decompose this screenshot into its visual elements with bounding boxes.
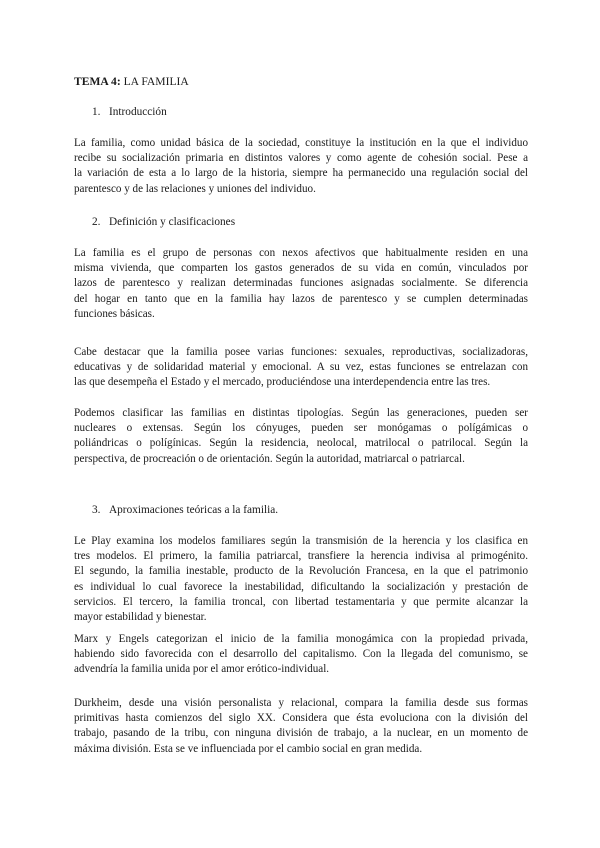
text-line: recibe su socialización primaria en distintos valores y como agente de cohesión social. Pese a bbox=[74, 152, 528, 165]
title-label: TEMA 4: bbox=[74, 75, 121, 88]
text-line: máxima división. Esta se ve influenciada por el cambio social en gran medida. bbox=[74, 742, 423, 755]
paragraph-marx-engels bbox=[74, 632, 528, 678]
text-line: las que desempeña el Estado y el mercado, produciéndose una interdependencia entre las tres. bbox=[74, 376, 491, 389]
text-line: La familia, como unidad básica de la sociedad, constituye la institución en la que el individuo bbox=[74, 137, 528, 149]
text-line: Marx y Engels categorizan el inicio de la familia monogámica con la propiedad privada, bbox=[74, 633, 528, 645]
text-line: perspectiva, de procreación o de orientación. Según la autoridad, matriarcal o patriarcal. bbox=[74, 452, 465, 465]
page-title bbox=[74, 74, 189, 89]
paragraph-le-play bbox=[74, 534, 528, 625]
text-line: mayor estabilidad y bienestar. bbox=[74, 611, 207, 624]
text-line: Podemos clasificar las familias en distintas tipologías. Según las generaciones, pueden ser bbox=[74, 407, 528, 419]
paragraph-typologies bbox=[74, 406, 528, 467]
text-line: educativas y de solidaridad material y emocional. A su vez, estas funciones se entrelazan con bbox=[74, 361, 528, 374]
text-line: advendría la familia unida por el amor erótico-individual. bbox=[74, 663, 330, 676]
text-line: funciones básicas. bbox=[74, 307, 155, 320]
text-line: tres modelos. El primero, la familia patriarcal, transfiere la herencia indivisa al primogénito. bbox=[74, 550, 528, 563]
text-line: poliándricas o polígínicas. Según la residencia, neolocal, matrilocal o patrilocal. Según la bbox=[74, 437, 528, 450]
section-number: 1. bbox=[92, 106, 101, 118]
section-heading-1 bbox=[92, 105, 167, 120]
text-line: La familia es el grupo de personas con nexos afectivos que habitualmente residen en una bbox=[74, 247, 528, 259]
paragraph-functions bbox=[74, 345, 528, 391]
text-line: El segundo, la familia inestable, producto de la Revolución Francesa, en la que el patrimonio bbox=[74, 565, 528, 578]
paragraph-intro bbox=[74, 136, 528, 197]
text-line: Cabe destacar que la familia posee varias funciones: sexuales, reproductivas, socializadoras, bbox=[74, 346, 528, 358]
text-line: es individual lo cual favorece la inestabilidad, dificultando la socialización y prestación de bbox=[74, 580, 528, 593]
text-line: Durkheim, desde una visión personalista y relacional, compara la familia desde sus formas bbox=[74, 697, 528, 709]
section-title: Aproximaciones teóricas a la familia. bbox=[109, 504, 279, 516]
text-line: la variación de esta a lo largo de la historia, siempre ha permanecido una regulación social del bbox=[74, 167, 528, 180]
paragraph-durkheim bbox=[74, 696, 528, 757]
section-heading-3 bbox=[92, 503, 278, 518]
section-heading-2 bbox=[92, 215, 235, 230]
text-line: del hogar en tanto que en la familia hay lazos de parentesco y se cumplen determinadas bbox=[74, 292, 528, 305]
section-title: Introducción bbox=[109, 106, 167, 118]
text-line: habiendo sido favorecida con el desarrollo del capitalismo. Con la llegada del comunismo, se bbox=[74, 648, 528, 661]
text-line: primitivas hasta comienzos del siglo XX. Considera que ésta evoluciona con la división del bbox=[74, 712, 528, 725]
text-line: misma vivienda, que comparten los gastos generados de su vida en común, vinculados por bbox=[74, 262, 528, 275]
section-number: 2. bbox=[92, 216, 101, 228]
section-title: Definición y clasificaciones bbox=[109, 216, 236, 228]
section-number: 3. bbox=[92, 504, 101, 516]
text-line: lazos de parentesco y realizan determinadas funciones asignadas socialmente. Se diferencia bbox=[74, 277, 528, 290]
text-line: Le Play examina los modelos familiares según la transmisión de la herencia y los clasifica en bbox=[74, 535, 528, 547]
text-line: parentesco y de las relaciones y uniones del individuo. bbox=[74, 182, 316, 195]
text-line: nucleares o extensas. Según los cónyuges, pueden ser monógamas o polígámicas o bbox=[74, 422, 528, 435]
paragraph-definition bbox=[74, 246, 528, 322]
text-line: servicios. El tercero, la familia troncal, con libertad testamentaria y que permite alcanzar la bbox=[74, 595, 528, 608]
text-line: trabajo, pasando de la tribu, con ninguna división de trabajo, a la nuclear, en un momento de bbox=[74, 727, 528, 740]
title-text: LA FAMILIA bbox=[120, 75, 189, 88]
